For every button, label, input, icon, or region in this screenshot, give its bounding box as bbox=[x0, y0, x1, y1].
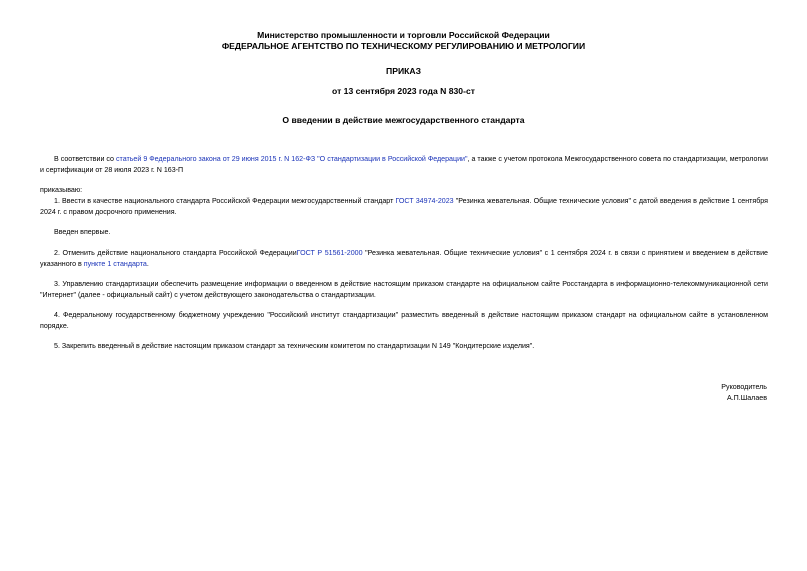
preamble-text-1: В соответствии со bbox=[54, 155, 116, 163]
item-1-text-1: 1. Ввести в качестве национального стандарта Российской Федерации межгосударственный стандарт bbox=[54, 197, 396, 205]
item-1-note: Введен впервые. bbox=[54, 228, 111, 236]
preamble-text-2: , а также с учетом протокола Межгосударственного совета по стандартизации, метрологии и сертификации от 28 июля 2023 г. N 163-П bbox=[40, 155, 768, 174]
item-2-text-2: "Резинка жевательная. Общие технические условия" с 1 сентября 2024 г. в связи с принятием и введением в действие указанного в bbox=[40, 249, 768, 268]
gost-r-51561-link[interactable]: ГОСТ Р 51561-2000 bbox=[296, 249, 363, 257]
signature-name: А.П.Шалаев bbox=[726, 394, 767, 402]
item-4-paragraph: 4. Федеральному государственному бюджетному учреждению "Российский институт стандартизации" разместить введенный в действие настоящим приказом стандарт на официальном сайте в установленном порядке. bbox=[40, 311, 768, 330]
gost-34974-link[interactable]: ГОСТ 34974-2023 bbox=[395, 197, 454, 205]
document-date-number: от 13 сентября 2023 года N 830-ст bbox=[332, 86, 475, 96]
item-2-paragraph bbox=[40, 248, 768, 269]
ministry-title: Министерство промышленности и торговли Российской Федерации bbox=[257, 30, 550, 40]
document-type: ПРИКАЗ bbox=[386, 66, 421, 76]
signature-position: Руководитель bbox=[721, 383, 767, 391]
item-5-paragraph: 5. Закрепить введенный в действие настоящим приказом стандарт за техническим комитетом по стандартизации N 149 "Кондитерские изделия". bbox=[54, 342, 535, 350]
item-1-text-2: "Резинка жевательная. Общие технические условия" с датой введения в действие 1 сентября 2024 г. с правом досрочного применения. bbox=[40, 197, 768, 216]
federal-law-link[interactable]: статьей 9 Федерального закона от 29 июня 2015 г. N 162-ФЗ "О стандартизации в Российской Федерации" bbox=[115, 155, 468, 163]
document-subject: О введении в действие межгосударственного стандарта bbox=[282, 115, 525, 125]
order-word: приказываю: bbox=[40, 186, 83, 194]
item-1-reference-link[interactable]: пункте 1 стандарта bbox=[83, 259, 147, 268]
item-3-paragraph: 3. Управлению стандартизации обеспечить размещение информации о введенном в действие настоящим приказом стандарте на официальном сайте Росстандарта в информационно-телекоммуникационной сети "Интернет" (далее - официальный сайт) с учетом действующего законодательства о стандартизации. bbox=[40, 280, 768, 299]
preamble-paragraph bbox=[40, 154, 768, 175]
item-2-text-1: 2. Отменить действие национального стандарта Российской Федерации bbox=[54, 249, 297, 257]
item-1-paragraph bbox=[40, 196, 768, 217]
item-2-text-3: . bbox=[146, 259, 149, 268]
agency-title: ФЕДЕРАЛЬНОЕ АГЕНТСТВО ПО ТЕХНИЧЕСКОМУ РЕГУЛИРОВАНИЮ И МЕТРОЛОГИИ bbox=[221, 41, 586, 51]
